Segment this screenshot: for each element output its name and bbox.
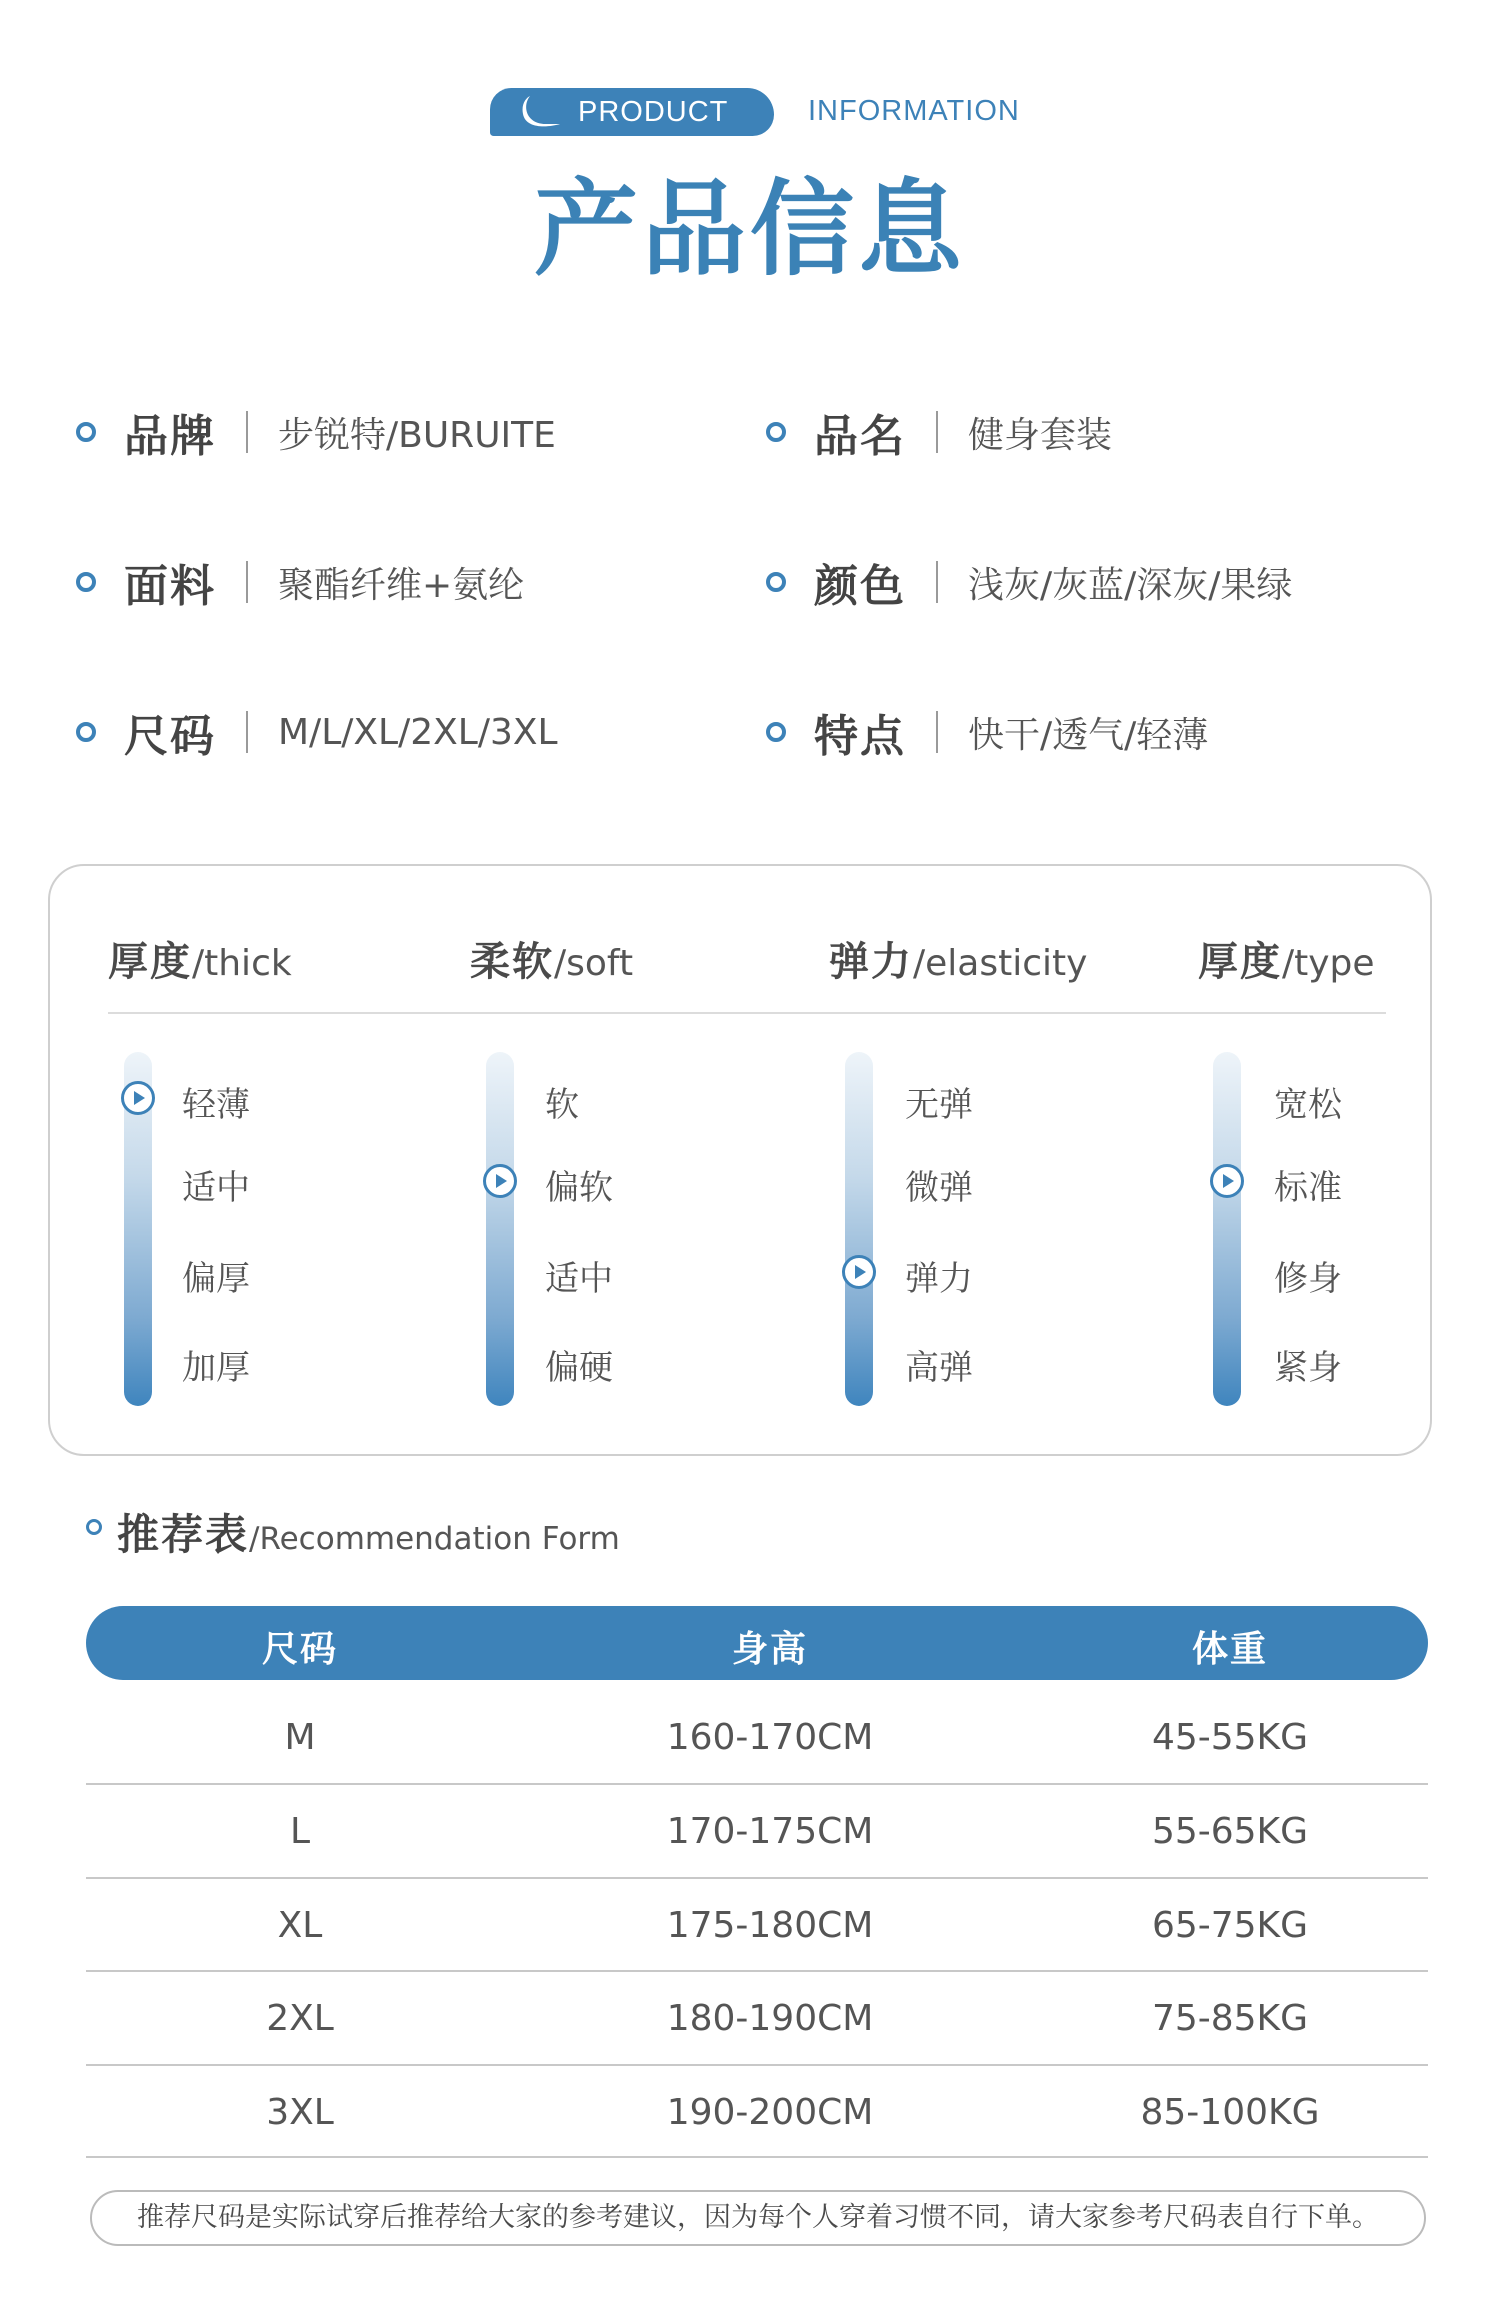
info-row-feature — [766, 702, 1208, 762]
scale-bar — [845, 1052, 873, 1406]
table-cell: 160-170CM — [666, 1717, 874, 1758]
info-key: 特点 — [814, 711, 906, 762]
information-label: INFORMATION — [808, 95, 1020, 127]
table-cell: 55-65KG — [1151, 1811, 1309, 1852]
table-cell: 190-200CM — [666, 2092, 874, 2133]
table-cell: XL — [277, 1905, 323, 1946]
row-divider — [86, 1877, 1428, 1879]
option-label: 偏软 — [545, 1168, 613, 1208]
option-label: 加厚 — [182, 1348, 250, 1388]
bullet-dot — [86, 1519, 102, 1535]
option-label: 标准 — [1274, 1168, 1342, 1208]
info-value: M/L/XL/2XL/3XL — [278, 711, 558, 753]
table-cell: 175-180CM — [666, 1905, 874, 1946]
column-header-size: 尺码 — [261, 1629, 338, 1670]
selected-marker-icon — [483, 1164, 517, 1198]
bullet-dot — [766, 722, 786, 742]
table-cell: 180-190CM — [666, 1998, 874, 2039]
attributes-divider — [108, 1012, 1386, 1014]
row-divider — [86, 1970, 1428, 1972]
option-label: 紧身 — [1274, 1348, 1342, 1388]
table-cell: L — [289, 1811, 311, 1852]
option-label: 高弹 — [905, 1348, 973, 1388]
bullet-dot — [76, 722, 96, 742]
separator — [246, 711, 248, 753]
crescent-moon-icon — [520, 94, 564, 130]
option-label: 微弹 — [905, 1168, 973, 1208]
selected-marker-icon — [1210, 1164, 1244, 1198]
bullet-dot — [766, 422, 786, 442]
row-divider — [86, 2064, 1428, 2066]
attr-title-softness: 柔软/soft — [470, 939, 634, 985]
separator — [936, 561, 938, 603]
badge-label: PRODUCT — [578, 95, 729, 128]
info-row-brand — [76, 402, 556, 462]
option-label: 宽松 — [1274, 1085, 1342, 1125]
info-value: 健身套装 — [968, 414, 1113, 456]
attr-title-thickness: 厚度/thick — [108, 939, 292, 985]
option-label: 修身 — [1274, 1259, 1342, 1299]
table-cell: 45-55KG — [1151, 1717, 1309, 1758]
bullet-dot — [76, 572, 96, 592]
info-key: 面料 — [124, 561, 216, 612]
info-key: 品名 — [814, 411, 906, 462]
row-divider — [86, 1783, 1428, 1785]
column-header-weight: 体重 — [1191, 1629, 1268, 1670]
separator — [936, 711, 938, 753]
selected-marker-icon — [121, 1081, 155, 1115]
size-note: 推荐尺码是实际试穿后推荐给大家的参考建议，因为每个人穿着习惯不同，请大家参考尺码表自行下单。 — [90, 2190, 1426, 2246]
info-row-size — [76, 702, 558, 762]
separator — [246, 411, 248, 453]
separator — [246, 561, 248, 603]
option-label: 适中 — [182, 1168, 250, 1208]
table-cell: 65-75KG — [1151, 1905, 1309, 1946]
info-value: 步锐特/BURUITE — [278, 414, 556, 456]
option-label: 轻薄 — [182, 1085, 250, 1125]
product-badge — [490, 88, 774, 136]
table-cell: 85-100KG — [1140, 2092, 1320, 2133]
table-cell: 3XL — [266, 2092, 334, 2133]
table-cell: 2XL — [266, 1998, 334, 2039]
scale-bar — [1213, 1052, 1241, 1406]
option-label: 偏硬 — [545, 1348, 613, 1388]
column-header-height: 身高 — [731, 1629, 808, 1670]
option-label: 弹力 — [905, 1259, 973, 1299]
attr-title-type: 厚度/type — [1198, 939, 1375, 985]
info-row-color — [766, 552, 1292, 612]
info-key: 颜色 — [814, 561, 906, 612]
option-label: 软 — [545, 1085, 579, 1125]
bullet-dot — [766, 572, 786, 592]
option-label: 无弹 — [905, 1085, 973, 1125]
selected-marker-icon — [842, 1255, 876, 1289]
info-value: 聚酯纤维+氨纶 — [278, 564, 525, 606]
page-title: 产品信息 — [533, 168, 966, 290]
scale-bar — [486, 1052, 514, 1406]
separator — [936, 411, 938, 453]
attr-title-elasticity: 弹力/elasticity — [829, 939, 1088, 985]
info-key: 尺码 — [124, 711, 216, 762]
info-row-fabric — [76, 552, 524, 612]
bullet-dot — [76, 422, 96, 442]
info-row-name — [766, 402, 1112, 462]
option-label: 适中 — [545, 1259, 613, 1299]
option-label: 偏厚 — [182, 1259, 250, 1299]
info-value: 快干/透气/轻薄 — [968, 714, 1209, 756]
info-key: 品牌 — [124, 411, 216, 462]
info-value: 浅灰/灰蓝/深灰/果绿 — [968, 564, 1293, 606]
recommendation-title: 推荐表/Recommendation Form — [117, 1510, 620, 1559]
table-cell: 75-85KG — [1151, 1998, 1309, 2039]
row-divider — [86, 2156, 1428, 2158]
table-cell: 170-175CM — [666, 1811, 874, 1852]
table-cell: M — [284, 1717, 316, 1758]
